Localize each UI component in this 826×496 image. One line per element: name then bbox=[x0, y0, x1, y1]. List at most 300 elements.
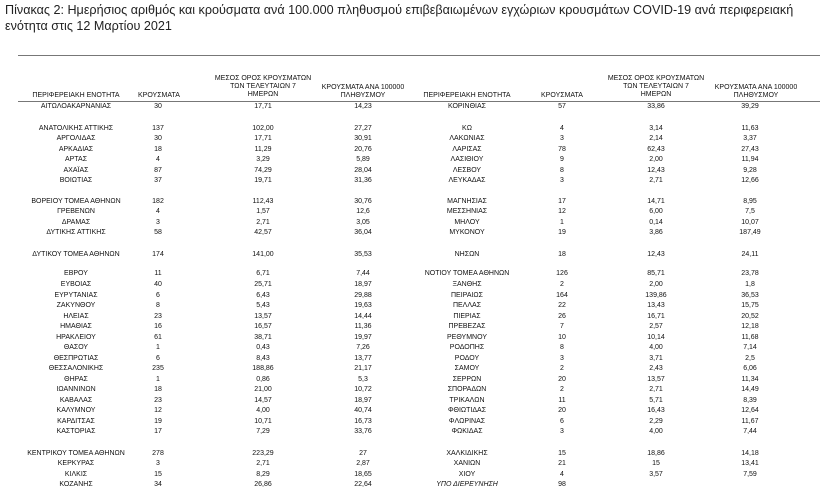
cell-region: ΕΥΡΥΤΑΝΙΑΣ bbox=[54, 292, 98, 299]
cell-cases: 37 bbox=[154, 177, 162, 184]
cell-rate: 23,78 bbox=[741, 270, 759, 277]
cell-rate: 14,23 bbox=[354, 103, 372, 110]
cell-rate: 9,28 bbox=[743, 167, 757, 174]
cell-rate: 12,6 bbox=[356, 208, 370, 215]
cell-region: ΡΕΘΥΜΝΟΥ bbox=[446, 334, 487, 341]
cell-region: ΗΛΕΙΑΣ bbox=[63, 313, 89, 320]
cell-cases: 58 bbox=[154, 229, 162, 236]
cell-rate: 19,97 bbox=[354, 334, 372, 341]
cell-rate: 7,5 bbox=[745, 208, 755, 215]
cell-region: ΖΑΚΥΝΘΟΥ bbox=[56, 302, 96, 309]
cell-avg: 139,86 bbox=[645, 292, 667, 299]
cell-region: ΚΟΡΙΝΘΙΑΣ bbox=[448, 103, 486, 110]
cell-cases: 18 bbox=[154, 386, 162, 393]
cell-cases: 16 bbox=[154, 323, 162, 330]
cell-rate: 19,63 bbox=[354, 302, 372, 309]
cell-cases: 6 bbox=[560, 418, 564, 425]
cell-avg: 4,00 bbox=[649, 428, 663, 435]
cell-avg: 0,43 bbox=[256, 344, 270, 351]
cell-region: ΤΡΙΚΑΛΩΝ bbox=[449, 397, 485, 404]
cell-avg: 62,43 bbox=[647, 146, 665, 153]
cell-avg: 21,00 bbox=[254, 386, 272, 393]
cell-cases: 19 bbox=[558, 229, 566, 236]
header-rate-left bbox=[318, 84, 408, 100]
table-row-right bbox=[0, 134, 826, 143]
table-row-right bbox=[0, 197, 826, 206]
cell-rate: 20,52 bbox=[741, 313, 759, 320]
cell-avg: 1,57 bbox=[256, 208, 270, 215]
cell-cases: 3 bbox=[156, 219, 160, 226]
cell-region: ΠΙΕΡΙΑΣ bbox=[453, 313, 481, 320]
cell-avg: 8,43 bbox=[256, 355, 270, 362]
cell-avg: 188,86 bbox=[252, 365, 274, 372]
cell-rate: 13,41 bbox=[741, 460, 759, 467]
cell-rate: 11,63 bbox=[741, 125, 759, 132]
cell-cases: 30 bbox=[154, 135, 162, 142]
cell-cases: 11 bbox=[558, 397, 566, 404]
cell-rate: 15,75 bbox=[741, 302, 759, 309]
cell-rate: 187,49 bbox=[739, 229, 761, 236]
header-avg-right-line3: ΗΜΕΡΩΝ bbox=[640, 91, 672, 98]
cell-region: ΓΡΕΒΕΝΩΝ bbox=[57, 208, 95, 215]
cell-cases: 1 bbox=[156, 376, 160, 383]
header-region-left: ΠΕΡΙΦΕΡΕΙΑΚΗ ΕΝΟΤΗΤΑ bbox=[32, 92, 120, 99]
cell-region: ΚΙΛΚΙΣ bbox=[64, 471, 88, 478]
cell-region: ΣΠΟΡΑΔΩΝ bbox=[447, 386, 487, 393]
cell-avg: 25,71 bbox=[254, 281, 272, 288]
cell-rate: 12,18 bbox=[741, 323, 759, 330]
cell-region: ΜΑΓΝΗΣΙΑΣ bbox=[447, 198, 487, 205]
cell-cases: 78 bbox=[558, 146, 566, 153]
header-region-right: ΠΕΡΙΦΕΡΕΙΑΚΗ ΕΝΟΤΗΤΑ bbox=[423, 92, 511, 99]
table-row-right bbox=[0, 218, 826, 227]
cell-rate: 11,34 bbox=[741, 376, 759, 383]
cell-rate: 36,04 bbox=[354, 229, 372, 236]
cell-region: ΡΟΔΟΥ bbox=[454, 355, 480, 362]
table-row-right bbox=[0, 427, 826, 436]
cell-region: ΠΕΙΡΑΙΩΣ bbox=[451, 292, 483, 299]
table-row-right bbox=[0, 470, 826, 479]
cell-avg: 15 bbox=[652, 460, 660, 467]
table-row-right bbox=[0, 354, 826, 363]
cell-avg: 2,43 bbox=[649, 365, 663, 372]
cell-rate: 1,8 bbox=[745, 281, 755, 288]
cell-cases: 2 bbox=[560, 386, 564, 393]
cell-avg: 3,71 bbox=[649, 355, 663, 362]
cell-region: ΧΙΟΥ bbox=[458, 471, 476, 478]
cell-avg: 2,00 bbox=[649, 281, 663, 288]
cell-cases: 8 bbox=[560, 344, 564, 351]
table-row-right bbox=[0, 343, 826, 352]
table-title: Πίνακας 2: Ημερήσιος αριθμός και κρούσματα ανά 100.000 πληθυσμού επιβεβαιωμένων εγχώριων κρουσμάτων COVID-19 ανά περιφερειακή ενότητα στις 12 Μαρτίου 2021 bbox=[5, 3, 794, 33]
cell-avg: 12,43 bbox=[647, 251, 665, 258]
table-row-right bbox=[0, 396, 826, 405]
cell-avg: 2,71 bbox=[256, 219, 270, 226]
cell-avg: 4,00 bbox=[256, 407, 270, 414]
cell-avg: 16,43 bbox=[647, 407, 665, 414]
cell-region: ΝΗΣΩΝ bbox=[454, 251, 480, 258]
table-row-right bbox=[0, 480, 826, 489]
cell-rate: 11,67 bbox=[741, 418, 759, 425]
table-row-right bbox=[0, 124, 826, 133]
cell-region: ΕΥΒΟΙΑΣ bbox=[60, 281, 92, 288]
cell-cases: 57 bbox=[558, 103, 566, 110]
cell-rate: 13,77 bbox=[354, 355, 372, 362]
cell-rate: 33,76 bbox=[354, 428, 372, 435]
cell-avg: 13,57 bbox=[254, 313, 272, 320]
header-rate-left-line1: ΚΡΟΥΣΜΑΤΑ ΑΝΑ 100000 bbox=[321, 84, 405, 91]
header-avg-right-line2: ΤΩΝ ΤΕΛΕΥΤΑΙΩΝ 7 bbox=[623, 83, 689, 90]
cell-region: ΛΑΡΙΣΑΣ bbox=[452, 146, 482, 153]
cell-cases: 182 bbox=[152, 198, 164, 205]
cell-cases: 10 bbox=[558, 334, 566, 341]
cell-region: ΒΟΡΕΙΟΥ ΤΟΜΕΑ ΑΘΗΝΩΝ bbox=[31, 198, 121, 205]
cell-rate: 27,27 bbox=[354, 125, 372, 132]
cell-cases: 21 bbox=[558, 460, 566, 467]
cell-rate: 5,3 bbox=[358, 376, 368, 383]
cell-rate: 10,72 bbox=[354, 386, 372, 393]
cell-cases: 18 bbox=[558, 251, 566, 258]
table-row-right bbox=[0, 291, 826, 300]
cell-region: ΧΑΝΙΩΝ bbox=[453, 460, 481, 467]
header-rate-right bbox=[704, 84, 808, 100]
cell-avg: 3,29 bbox=[256, 156, 270, 163]
cell-rate: 7,44 bbox=[356, 270, 370, 277]
cell-rate: 16,73 bbox=[354, 418, 372, 425]
table-row-right bbox=[0, 176, 826, 185]
cell-avg: 17,71 bbox=[254, 135, 272, 142]
cell-region: ΑΧΑΪΑΣ bbox=[63, 167, 89, 174]
cell-avg: 2,14 bbox=[649, 135, 663, 142]
cell-rate: 3,05 bbox=[356, 219, 370, 226]
cell-rate: 18,97 bbox=[354, 281, 372, 288]
cell-rate: 29,88 bbox=[354, 292, 372, 299]
cell-rate: 14,44 bbox=[354, 313, 372, 320]
cell-region: ΛΑΚΩΝΙΑΣ bbox=[449, 135, 485, 142]
cell-cases: 11 bbox=[154, 270, 162, 277]
table-row-right bbox=[0, 406, 826, 415]
cell-rate: 3,37 bbox=[743, 135, 757, 142]
cell-rate: 7,44 bbox=[743, 428, 757, 435]
table-row-right bbox=[0, 166, 826, 175]
header-avg-left-line2: ΤΩΝ ΤΕΛΕΥΤΑΙΩΝ 7 bbox=[230, 83, 296, 90]
cell-avg: 2,71 bbox=[649, 386, 663, 393]
cell-cases: 98 bbox=[558, 481, 566, 488]
cell-cases: 12 bbox=[154, 407, 162, 414]
header-avg-right bbox=[602, 75, 710, 99]
cell-cases: 3 bbox=[560, 428, 564, 435]
header-avg-left-line1: ΜΕΣΟΣ ΟΡΟΣ ΚΡΟΥΣΜΑΤΩΝ bbox=[214, 75, 312, 82]
table-row-right bbox=[0, 155, 826, 164]
cell-rate: 22,64 bbox=[354, 481, 372, 488]
cell-region: ΑΡΓΟΛΙΔΑΣ bbox=[56, 135, 96, 142]
cell-region: ΚΕΡΚΥΡΑΣ bbox=[57, 460, 95, 467]
header-rate-right-line2: ΠΛΗΘΥΣΜΟΥ bbox=[733, 92, 779, 99]
cell-rate: 11,68 bbox=[741, 334, 759, 341]
cell-rate: 18,65 bbox=[354, 471, 372, 478]
table-row-right bbox=[0, 459, 826, 468]
cell-cases: 8 bbox=[560, 167, 564, 174]
header-avg-left bbox=[212, 75, 314, 99]
cell-avg: 8,29 bbox=[256, 471, 270, 478]
cell-region: ΦΛΩΡΙΝΑΣ bbox=[448, 418, 486, 425]
cell-avg: 14,71 bbox=[647, 198, 665, 205]
cell-avg: 85,71 bbox=[647, 270, 665, 277]
cell-rate: 30,91 bbox=[354, 135, 372, 142]
cell-avg: 14,57 bbox=[254, 397, 272, 404]
cell-rate: 30,76 bbox=[354, 198, 372, 205]
header-avg-left-line3: ΗΜΕΡΩΝ bbox=[247, 91, 279, 98]
cell-rate: 11,36 bbox=[354, 323, 372, 330]
cell-avg: 0,86 bbox=[256, 376, 270, 383]
cell-region: ΚΕΝΤΡΙΚΟΥ ΤΟΜΕΑ ΑΘΗΝΩΝ bbox=[27, 450, 125, 457]
cell-avg: 13,43 bbox=[647, 302, 665, 309]
cell-cases: 4 bbox=[156, 156, 160, 163]
cell-avg: 10,14 bbox=[647, 334, 665, 341]
cell-region: ΔΥΤΙΚΟΥ ΤΟΜΕΑ ΑΘΗΝΩΝ bbox=[32, 251, 120, 258]
cell-cases: 9 bbox=[560, 156, 564, 163]
top-rule bbox=[18, 55, 820, 56]
cell-cases: 23 bbox=[154, 397, 162, 404]
cell-cases: 30 bbox=[154, 103, 162, 110]
cell-avg: 12,43 bbox=[647, 167, 665, 174]
cell-region: ΒΟΙΩΤΙΑΣ bbox=[59, 177, 93, 184]
cell-region: ΚΩ bbox=[462, 125, 472, 132]
cell-region: ΘΕΣΠΡΩΤΙΑΣ bbox=[53, 355, 99, 362]
cell-avg: 74,29 bbox=[254, 167, 272, 174]
cell-rate: 24,11 bbox=[741, 251, 759, 258]
cell-region: ΚΟΖΑΝΗΣ bbox=[59, 481, 93, 488]
cell-cases: 34 bbox=[154, 481, 162, 488]
cell-avg: 17,71 bbox=[254, 103, 272, 110]
cell-region: ΗΜΑΘΙΑΣ bbox=[60, 323, 92, 330]
cell-cases: 3 bbox=[560, 177, 564, 184]
cell-rate: 11,94 bbox=[741, 156, 759, 163]
cell-region: ΛΑΣΙΘΙΟΥ bbox=[450, 156, 484, 163]
cell-avg: 141,00 bbox=[252, 251, 274, 258]
cell-region: ΡΟΔΟΠΗΣ bbox=[449, 344, 485, 351]
table-row-right bbox=[0, 145, 826, 154]
table-row-right bbox=[0, 280, 826, 289]
cell-region: ΦΘΙΩΤΙΔΑΣ bbox=[447, 407, 487, 414]
cell-cases: 23 bbox=[154, 313, 162, 320]
cell-region: ΠΡΕΒΕΖΑΣ bbox=[448, 323, 486, 330]
cell-region: ΚΑΡΔΙΤΣΑΣ bbox=[57, 418, 95, 425]
cell-region: ΠΕΛΛΑΣ bbox=[452, 302, 482, 309]
cell-rate: 18,97 bbox=[354, 397, 372, 404]
cell-cases: 18 bbox=[154, 146, 162, 153]
cell-region: ΞΑΝΘΗΣ bbox=[452, 281, 482, 288]
cell-region: ΚΑΒΑΛΑΣ bbox=[59, 397, 93, 404]
header-rate-right-line1: ΚΡΟΥΣΜΑΤΑ ΑΝΑ 100000 bbox=[714, 84, 798, 91]
cell-region: ΘΕΣΣΑΛΟΝΙΚΗΣ bbox=[48, 365, 104, 372]
table-row-right bbox=[0, 250, 826, 259]
cell-cases: 20 bbox=[558, 407, 566, 414]
cell-region: ΛΕΥΚΑΔΑΣ bbox=[448, 177, 486, 184]
cell-rate: 40,74 bbox=[354, 407, 372, 414]
table-row-right bbox=[0, 228, 826, 237]
cell-rate: 14,18 bbox=[741, 450, 759, 457]
cell-region: ΑΡΚΑΔΙΑΣ bbox=[58, 146, 94, 153]
header-cases-left: ΚΡΟΥΣΜΑΤΑ bbox=[138, 92, 180, 99]
cell-avg: 4,00 bbox=[649, 344, 663, 351]
cell-region: ΦΩΚΙΔΑΣ bbox=[451, 428, 483, 435]
cell-cases: 40 bbox=[154, 281, 162, 288]
cell-rate: 12,66 bbox=[741, 177, 759, 184]
cell-rate: 7,26 bbox=[356, 344, 370, 351]
cell-rate: 10,07 bbox=[741, 219, 759, 226]
cell-cases: 2 bbox=[560, 365, 564, 372]
cell-cases: 2 bbox=[560, 281, 564, 288]
cell-avg: 7,29 bbox=[256, 428, 270, 435]
cell-rate: 5,89 bbox=[356, 156, 370, 163]
cell-region: ΣΕΡΡΩΝ bbox=[452, 376, 482, 383]
cell-cases: 126 bbox=[556, 270, 568, 277]
cell-region: ΣΑΜΟΥ bbox=[454, 365, 480, 372]
cell-avg: 16,57 bbox=[254, 323, 272, 330]
cell-cases: 4 bbox=[560, 471, 564, 478]
cell-cases: 1 bbox=[156, 344, 160, 351]
cell-region: ΕΒΡΟΥ bbox=[64, 270, 88, 277]
cell-cases: 22 bbox=[558, 302, 566, 309]
cell-cases: 15 bbox=[154, 471, 162, 478]
table-row-right bbox=[0, 207, 826, 216]
cell-avg: 42,57 bbox=[254, 229, 272, 236]
cell-cases: 61 bbox=[154, 334, 162, 341]
cell-avg: 102,00 bbox=[252, 125, 274, 132]
cell-avg: 3,86 bbox=[649, 229, 663, 236]
table-row-right bbox=[0, 322, 826, 331]
cell-avg: 3,14 bbox=[649, 125, 663, 132]
cell-cases: 4 bbox=[156, 208, 160, 215]
cell-avg: 2,71 bbox=[256, 460, 270, 467]
cell-cases: 235 bbox=[152, 365, 164, 372]
cell-region: ΑΙΤΩΛΟΑΚΑΡΝΑΝΙΑΣ bbox=[40, 103, 112, 110]
cell-rate: 27 bbox=[359, 450, 367, 457]
cell-region: ΘΗΡΑΣ bbox=[64, 376, 88, 383]
cell-avg: 2,00 bbox=[649, 156, 663, 163]
table-row-right bbox=[0, 375, 826, 384]
cell-rate: 8,95 bbox=[743, 198, 757, 205]
header-avg-right-line1: ΜΕΣΟΣ ΟΡΟΣ ΚΡΟΥΣΜΑΤΩΝ bbox=[607, 75, 705, 82]
cell-cases: 6 bbox=[156, 292, 160, 299]
cell-rate: 36,53 bbox=[741, 292, 759, 299]
cell-cases: 87 bbox=[154, 167, 162, 174]
table-row-right bbox=[0, 301, 826, 310]
cell-region: ΚΑΛΥΜΝΟΥ bbox=[56, 407, 96, 414]
cell-avg: 16,71 bbox=[647, 313, 665, 320]
cell-region: ΗΡΑΚΛΕΙΟΥ bbox=[56, 334, 96, 341]
cell-region: ΝΟΤΙΟΥ ΤΟΜΕΑ ΑΘΗΝΩΝ bbox=[424, 270, 510, 277]
cell-avg: 6,71 bbox=[256, 270, 270, 277]
cell-region: ΜΥΚΟΝΟΥ bbox=[449, 229, 485, 236]
cell-rate: 2,87 bbox=[356, 460, 370, 467]
cell-cases: 7 bbox=[560, 323, 564, 330]
cell-avg: 33,86 bbox=[647, 103, 665, 110]
cell-cases: 4 bbox=[560, 125, 564, 132]
cell-avg: 6,43 bbox=[256, 292, 270, 299]
cell-rate: 39,29 bbox=[741, 103, 759, 110]
cell-region: ΑΡΤΑΣ bbox=[64, 156, 88, 163]
cell-cases: 164 bbox=[556, 292, 568, 299]
cell-cases: 3 bbox=[560, 135, 564, 142]
table-row-right bbox=[0, 102, 826, 111]
table-row-right bbox=[0, 333, 826, 342]
cell-cases: 137 bbox=[152, 125, 164, 132]
cell-rate: 14,49 bbox=[741, 386, 759, 393]
cell-region: ΚΑΣΤΟΡΙΑΣ bbox=[56, 428, 96, 435]
cell-cases: 278 bbox=[152, 450, 164, 457]
cell-cases: 17 bbox=[558, 198, 566, 205]
cell-rate: 12,64 bbox=[741, 407, 759, 414]
cell-cases: 26 bbox=[558, 313, 566, 320]
cell-rate: 7,14 bbox=[743, 344, 757, 351]
cell-avg: 13,57 bbox=[647, 376, 665, 383]
cell-cases: 12 bbox=[558, 208, 566, 215]
cell-avg: 2,57 bbox=[649, 323, 663, 330]
cell-region: ΑΝΑΤΟΛΙΚΗΣ ΑΤΤΙΚΗΣ bbox=[38, 125, 114, 132]
cell-cases: 6 bbox=[156, 355, 160, 362]
cell-region: ΧΑΛΚΙΔΙΚΗΣ bbox=[446, 450, 488, 457]
cell-avg: 2,71 bbox=[649, 177, 663, 184]
cell-cases: 3 bbox=[156, 460, 160, 467]
table-row-right bbox=[0, 312, 826, 321]
cell-avg: 5,43 bbox=[256, 302, 270, 309]
cell-cases: 19 bbox=[154, 418, 162, 425]
cell-region: ΜΗΛΟΥ bbox=[454, 219, 480, 226]
table-row-right bbox=[0, 449, 826, 458]
cell-cases: 1 bbox=[560, 219, 564, 226]
cell-rate: 2,5 bbox=[745, 355, 755, 362]
cell-region: ΜΕΣΣΗΝΙΑΣ bbox=[446, 208, 488, 215]
cell-avg: 10,71 bbox=[254, 418, 272, 425]
cell-avg: 38,71 bbox=[254, 334, 272, 341]
cell-avg: 2,29 bbox=[649, 418, 663, 425]
cell-cases: 3 bbox=[560, 355, 564, 362]
cell-cases: 15 bbox=[558, 450, 566, 457]
table-row-right bbox=[0, 364, 826, 373]
header-rate-left-line2: ΠΛΗΘΥΣΜΟΥ bbox=[340, 92, 386, 99]
cell-region: ΔΡΑΜΑΣ bbox=[61, 219, 91, 226]
cell-avg: 18,86 bbox=[647, 450, 665, 457]
cell-avg: 3,57 bbox=[649, 471, 663, 478]
cell-region: ΔΥΤΙΚΗΣ ΑΤΤΙΚΗΣ bbox=[46, 229, 106, 236]
header-cases-right: ΚΡΟΥΣΜΑΤΑ bbox=[541, 92, 583, 99]
cell-avg: 223,29 bbox=[252, 450, 274, 457]
table-row-right bbox=[0, 385, 826, 394]
cell-avg: 112,43 bbox=[252, 198, 274, 205]
table-row-right bbox=[0, 269, 826, 278]
cell-region: ΙΩΑΝΝΙΝΩΝ bbox=[56, 386, 96, 393]
cell-avg: 0,14 bbox=[649, 219, 663, 226]
cell-cases: 17 bbox=[154, 428, 162, 435]
cell-avg: 11,29 bbox=[254, 146, 272, 153]
cell-avg: 26,86 bbox=[254, 481, 272, 488]
cell-rate: 20,76 bbox=[354, 146, 372, 153]
cell-avg: 6,00 bbox=[649, 208, 663, 215]
cell-cases: 174 bbox=[152, 251, 164, 258]
cell-region: ΥΠΟ ΔΙΕΡΕΥΝΗΣΗ bbox=[436, 481, 498, 488]
cell-rate: 27,43 bbox=[741, 146, 759, 153]
cell-rate: 31,36 bbox=[354, 177, 372, 184]
cell-rate: 8,39 bbox=[743, 397, 757, 404]
cell-rate: 7,59 bbox=[743, 471, 757, 478]
cell-cases: 20 bbox=[558, 376, 566, 383]
table-row-right bbox=[0, 417, 826, 426]
cell-rate: 21,17 bbox=[354, 365, 372, 372]
cell-avg: 19,71 bbox=[254, 177, 272, 184]
cell-region: ΛΕΣΒΟΥ bbox=[452, 167, 482, 174]
